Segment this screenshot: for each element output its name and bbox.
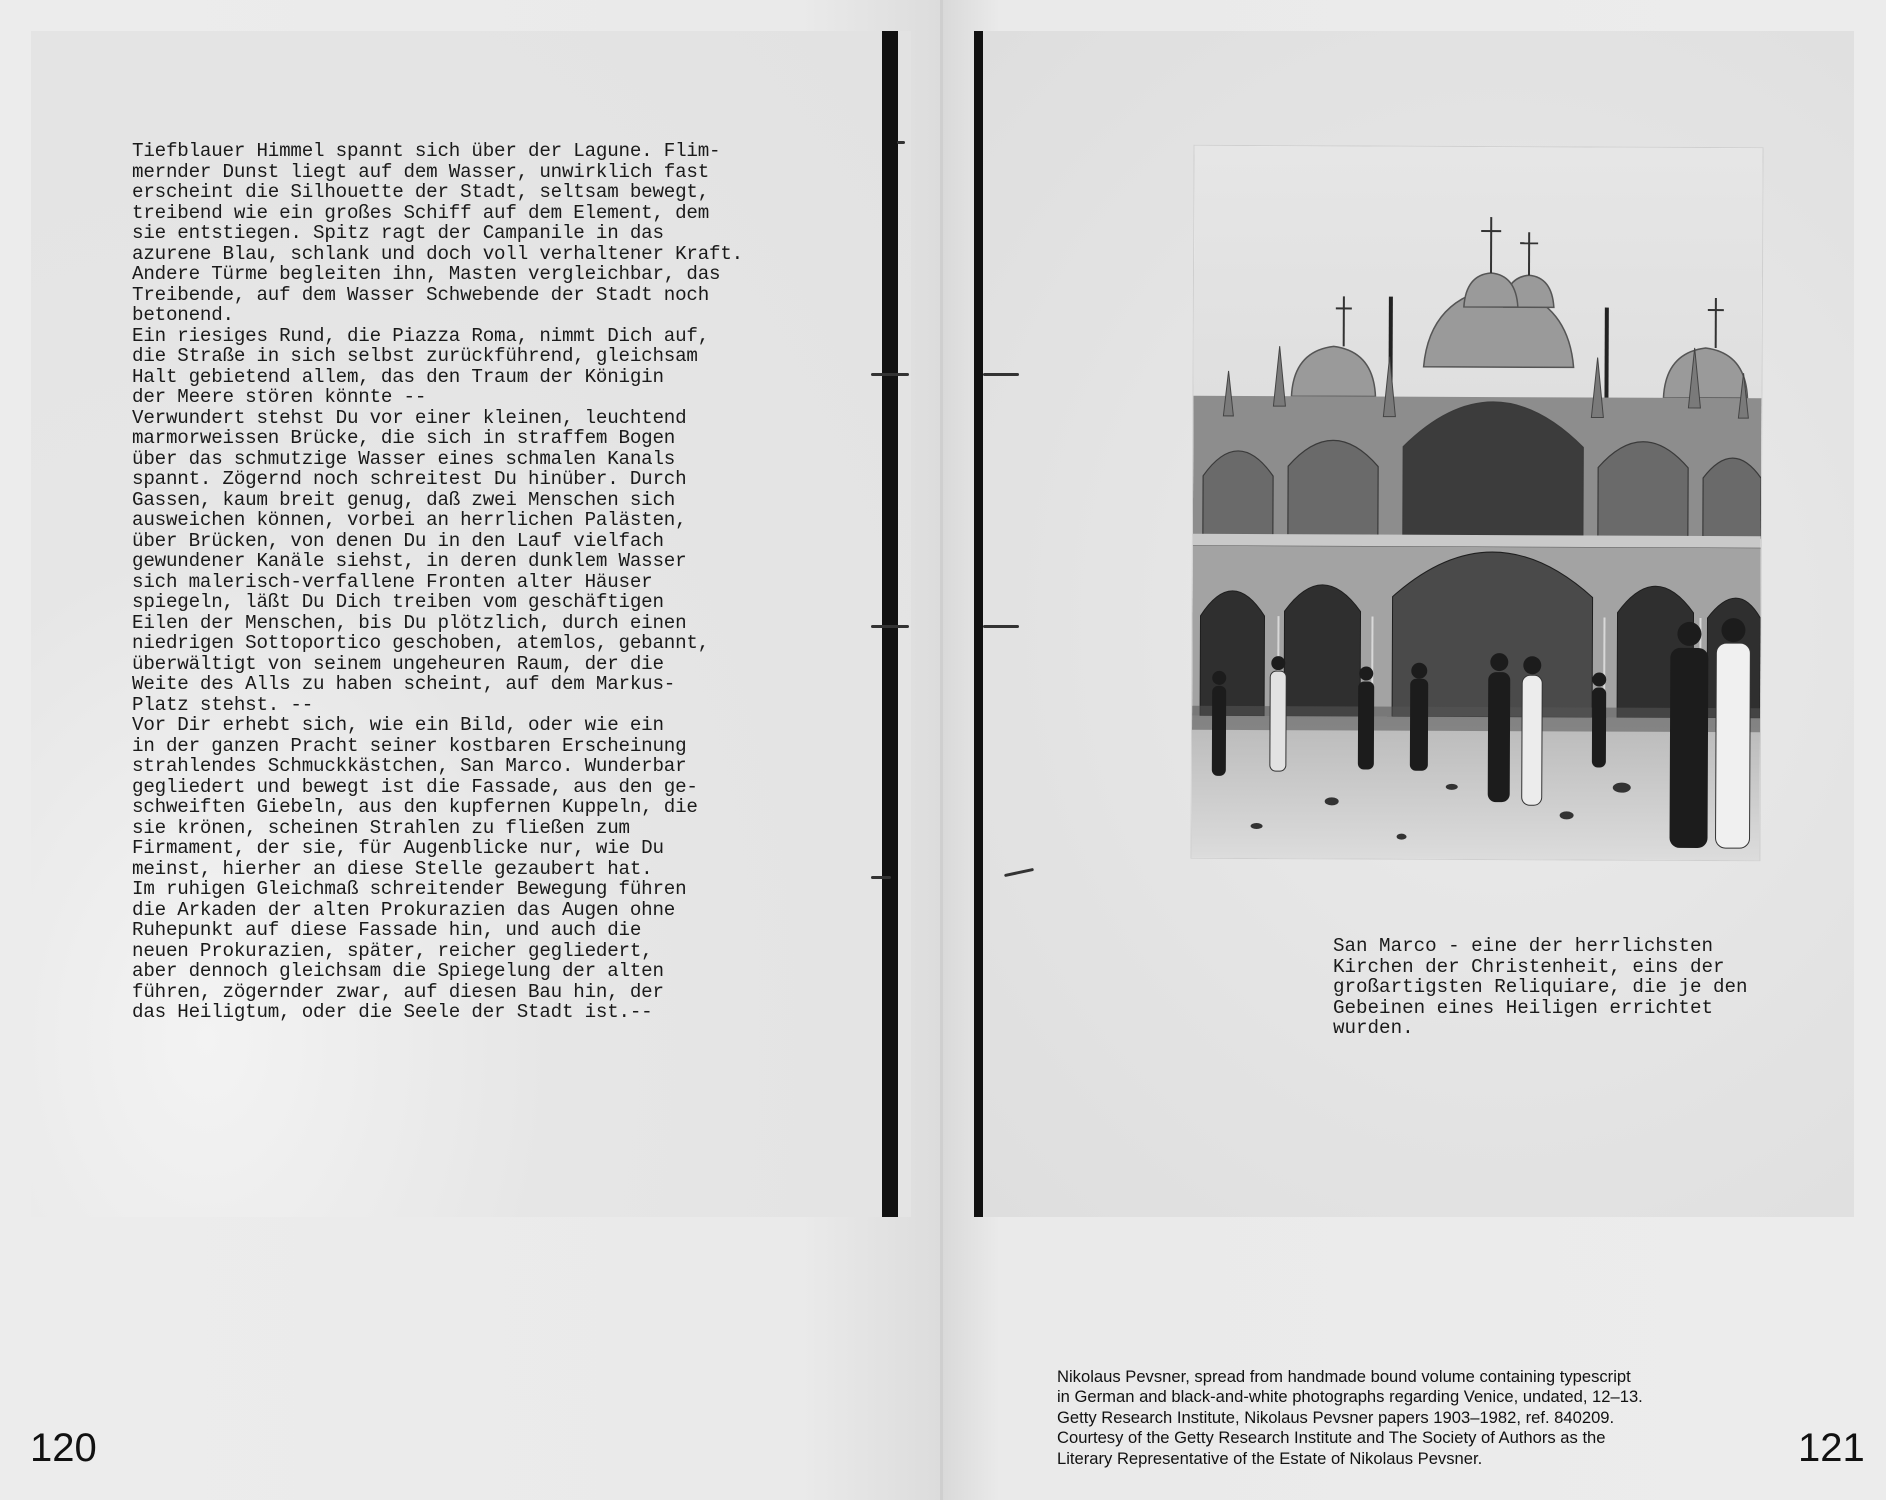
typescript-line: sich malerisch-verfallene Fronten alter Häuser: [132, 570, 653, 593]
typescript-line: betonend.: [132, 304, 234, 326]
typescript-line: Firmament, der sie, für Augenblicke nur, wie Du: [132, 837, 664, 859]
typescript-line: über Brücken, von denen Du in den Lauf vielfach: [132, 529, 664, 552]
typescript-line: neuen Prokurazien, später, reicher gegliedert,: [132, 939, 653, 962]
typescript-line: führen, zögernder zwar, auf diesen Bau hin, der: [132, 980, 664, 1003]
typescript-line: in der ganzen Pracht seiner kostbaren Erscheinung: [132, 734, 687, 757]
typescript-text: [132, 141, 892, 1023]
typescript-line: das Heiligtum, oder die Seele der Stadt ist.--: [132, 1001, 653, 1023]
typescript-line: Tiefblauer Himmel spannt sich über der Lagune. Flim-: [132, 140, 721, 162]
typescript-line: gewundener Kanäle siehst, in deren dunklem Wasser: [132, 550, 687, 572]
caption-line: Gebeinen eines Heiligen errichtet: [1333, 996, 1713, 1019]
typescript-line: Ruhepunkt auf diese Fassade hin, und auch die: [132, 919, 642, 941]
typescript-line: aber dennoch gleichsam die Spiegelung der alten: [132, 960, 664, 982]
typescript-line: gegliedert und bewegt ist die Fassade, aus den ge-: [132, 775, 698, 798]
credit-line: Courtesy of the Getty Research Institute and The Society of Authors as the: [1057, 1428, 1606, 1448]
credit-line: Literary Representative of the Estate of Nikolaus Pevsner.: [1057, 1448, 1483, 1468]
typescript-line: die Straße in sich selbst zurückführend, gleichsam: [132, 345, 698, 367]
left-page: [0, 0, 942, 1500]
binding-thread: [897, 141, 905, 144]
caption-line: wurden.: [1333, 1017, 1414, 1039]
caption-line: Kirchen der Christenheit, eins der: [1333, 955, 1725, 978]
typescript-line: ausweichen können, vorbei an herrlichen Palästen,: [132, 509, 687, 531]
typescript-line: Platz stehst. --: [132, 693, 314, 716]
typescript-line: über das schmutzige Wasser eines schmalen Kanals: [132, 447, 676, 470]
typescript-line: die Arkaden der alten Prokurazien das Augen ohne: [132, 898, 676, 921]
typescript-line: mernder Dunst liegt auf dem Wasser, unwirklich fast: [132, 160, 710, 183]
credit-line: Nikolaus Pevsner, spread from handmade bound volume containing typescript: [1057, 1367, 1631, 1386]
typescript-line: Halt gebietend allem, das den Traum der Königin: [132, 365, 664, 388]
binding-thread: [983, 625, 1019, 628]
typescript-line: sie entstiegen. Spitz ragt der Campanile in das: [132, 222, 664, 244]
typescript-line: erscheint die Silhouette der Stadt, seltsam bewegt,: [132, 181, 710, 203]
credit-line: Getty Research Institute, Nikolaus Pevsner papers 1903–1982, ref. 840209.: [1057, 1407, 1615, 1427]
typescript-line: Andere Türme begleiten ihn, Masten vergleichbar, das: [132, 263, 721, 285]
binding-edge: [974, 31, 983, 1217]
basilica-illustration: [1191, 146, 1762, 860]
typescript-line: schweiften Giebeln, aus den kupfernen Kuppeln, die: [132, 796, 698, 818]
typescript-line: Eilen der Menschen, bis Du plötzlich, durch einen: [132, 611, 687, 634]
typescript-scan: [31, 31, 911, 1217]
typescript-line: spiegeln, läßt Du Dich treiben vom geschäftigen: [132, 591, 664, 613]
typescript-line: überwältigt von seinem ungeheuren Raum, der die: [132, 652, 664, 675]
typescript-line: azurene Blau, schlank und doch voll verhaltener Kraft.: [132, 242, 743, 265]
typescript-line: Gassen, kaum breit genug, daß zwei Menschen sich: [132, 488, 676, 511]
typescript-line: Im ruhigen Gleichmaß schreitender Bewegung führen: [132, 878, 687, 900]
caption-line: großartigsten Reliquiare, die je den: [1333, 976, 1748, 998]
credit-line: in German and black-and-white photographs regarding Venice, undated, 12–13.: [1057, 1387, 1643, 1407]
typescript-line: spannt. Zögernd noch schreitest Du hinüber. Durch: [132, 468, 687, 490]
typescript-line: Weite des Alls zu haben scheint, auf dem Markus-: [132, 673, 676, 695]
page-number-right: 121: [1798, 1426, 1865, 1470]
typescript-line: der Meere stören könnte --: [132, 386, 427, 408]
binding-thread: [983, 373, 1019, 376]
typescript-line: treibend wie ein großes Schiff auf dem Element, dem: [132, 201, 710, 224]
typescript-line: meinst, hierher an diese Stelle gezaubert hat.: [132, 857, 653, 880]
typescript-line: marmorweissen Brücke, die sich in straffem Bogen: [132, 427, 676, 449]
typescript-line: Vor Dir erhebt sich, wie ein Bild, oder wie ein: [132, 714, 664, 736]
typescript-line: sie krönen, scheinen Strahlen zu fließen zum: [132, 816, 630, 839]
typescript-line: Ein riesiges Rund, die Piazza Roma, nimmt Dich auf,: [132, 324, 710, 347]
image-credit: [1057, 1367, 1777, 1469]
typescript-line: Treibende, auf dem Wasser Schwebende der Stadt noch: [132, 283, 710, 306]
typescript-line: Verwundert stehst Du vor einer kleinen, leuchtend: [132, 406, 687, 429]
caption-line: San Marco - eine der herrlichsten: [1333, 935, 1713, 957]
photo-caption: [1333, 936, 1748, 1039]
binding-thread: [1004, 868, 1034, 877]
san-marco-photo: [1190, 145, 1763, 861]
typescript-line: niedrigen Sottoportico geschoben, atemlos, gebannt,: [132, 632, 710, 654]
typescript-line: strahlendes Schmuckkästchen, San Marco. Wunderbar: [132, 755, 687, 777]
page-number-left: 120: [30, 1426, 97, 1470]
